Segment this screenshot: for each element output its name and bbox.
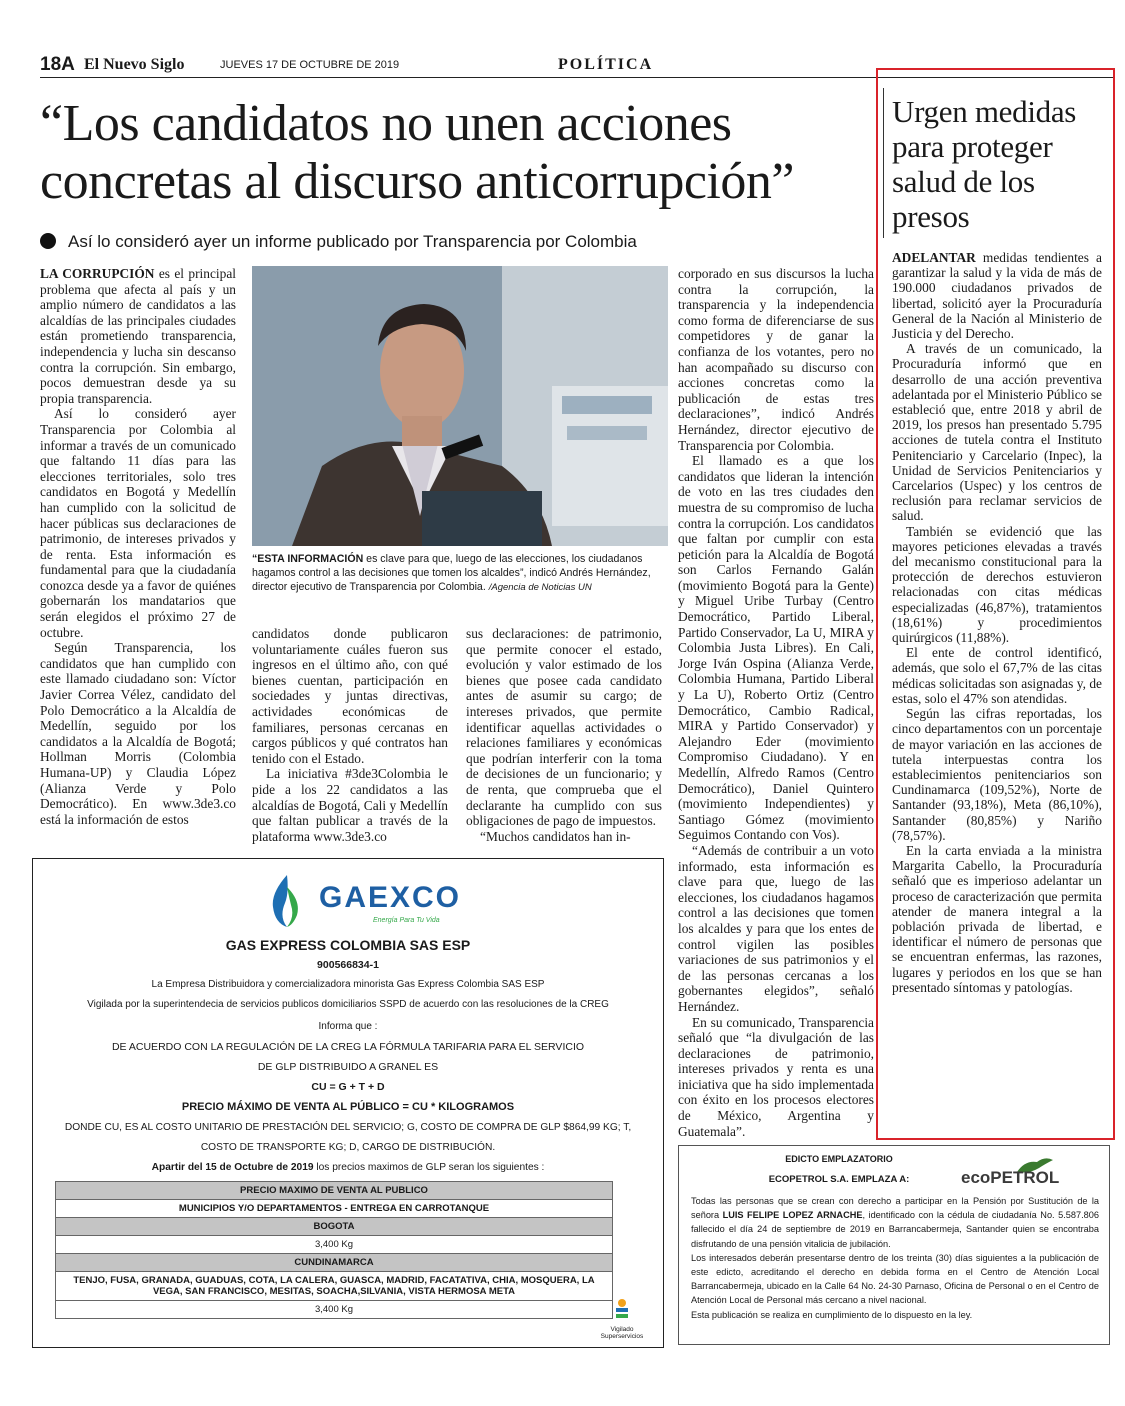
edict-notice (678, 1145, 1110, 1345)
article-paragraph: candidatos donde publicaron voluntariamente cuáles fueron sus ingresos en el último año, con qué bienes cuentan, participación en sociedades y juntas directivas, actividades económicas de familiares, personas cercanas en cargos públicos y qué contratos han tenido con el Estado. (252, 626, 448, 766)
gaexco-logo (33, 873, 663, 929)
ad-line: La Empresa Distribuidora y comercializadora minorista Gas Express Colombia SAS ESP (151, 979, 545, 990)
caption-text: es clave para que, luego de las elecciones, los ciudadanos hagamos control a las decisiones que tomen los alcaldes”, indicó Andrés Hernández, director ejecutivo de Transparencia por Colombia. (252, 553, 651, 593)
article-column-3 (466, 626, 662, 844)
edict-text: , identificado con la cédula de ciudadanía No. 5.587.806 fallecido el día 24 de septiembre de 2019 en Barrancabermeja, Santander quien se encontraba disfrutando de una pensión vitalicia de jubilación. (691, 1210, 1099, 1249)
main-headline: “Los candidatos no unen acciones concretas al discurso anticorrupción” (40, 95, 794, 210)
tariff-formula: CU = G + T + D (311, 1081, 385, 1093)
sidebar-headline: Urgen medidas para proteger salud de los presos (892, 94, 1077, 234)
edict-subtitle: ECOPETROL S.A. EMPLAZA A: (768, 1174, 910, 1185)
ad-line: DE GLP DISTRIBUIDO A GRANEL ES (257, 1061, 439, 1073)
article-paragraph: sus declaraciones: de patrimonio, que permite conocer el estado, evolución y valor estimado de los bienes que posee cada candidato antes de asumir su cargo; de intereses privados, que permite identificar aquellas actividades o relaciones familiares y económicas que podrían interferir con la toma de decisiones de un funcionario; y de renta, que comprueba que el declarante ha cumplido con sus obligaciones de pago de impuestos. (466, 626, 662, 829)
company-nit: 900566834-1 (317, 959, 379, 971)
bullet-icon (40, 233, 56, 249)
price-table (55, 1181, 613, 1319)
ad-line: Informa que : (318, 1021, 378, 1032)
max-price-formula: PRECIO MÁXIMO DE VENTA AL PÚBLICO = CU * KILOGRAMOS (181, 1101, 515, 1113)
paragraph-text: medidas tendientes a garantizar la salud y la vida de más de 190.000 ciudadanos privados de libertad, solicitó ayer la Procuraduría General de la Nación al Ministerio de Justicia y del Derecho. (892, 250, 1102, 342)
ecopetrol-logo (961, 1160, 1101, 1188)
lead-in: ADELANTAR (892, 250, 976, 265)
deceased-name: LUIS FELIPE LOPEZ ARNACHE (722, 1210, 863, 1221)
subheadline (40, 232, 860, 252)
sidebar-paragraph: A través de un comunicado, la Procuraduría informó que en desarrollo de una acción preventiva adelantada por el Ministerio Público se estableció que, entre 2018 y abril de 2019, los presos han presentado 5.795 acciones de tutela contra el Instituto Penitenciario y Carcelario (Inpec), la Unidad de Servicios Penitenciarios y Carcelarios (Uspec) y los centros de reclusión para reclamar servicios de salud. (892, 341, 1102, 524)
table-header: PRECIO MAXIMO DE VENTA AL PUBLICO (56, 1182, 613, 1200)
ad-line: COSTO DE TRANSPORTE KG; D, CARGO DE DISTRIBUCIÓN. (200, 1142, 496, 1153)
paragraph-text: es el principal problema que afecta al país y un amplio número de candidatos a las alcaldías de las principales ciudades están prometiendo transparencia, independencia y lucha sin descanso contra la corrupción. Sin embargo, pocos demuestran desde ya su propia transparencia. (40, 266, 236, 406)
ad-line: DONDE CU, ES AL COSTO UNITARIO DE PRESTACIÓN DEL SERVICIO; G, COSTO DE COMPRA DE GLP $864,99 KG; T, (64, 1122, 632, 1133)
table-row-value: 3,400 Kg (56, 1301, 613, 1319)
gaexco-wordmark: GAEXCO (319, 881, 462, 914)
superservicios-label: Vigilado Superservicios (600, 1326, 644, 1340)
sidebar-rule (883, 88, 884, 238)
edict-paragraph: Los interesados deberán presentarse dentro de los treinta (30) días siguientes a la publicación de este edicto, acreditando el derecho en debida forma en el Centro de Atención Local Barrancabermeja, ubicado en la Calle 64 No. 24-30 Parnaso, Oficina de Personal o en el Centro de Atención Local de Personal más cercano a nivel nacional. (691, 1252, 1099, 1306)
article-paragraph: corporado en sus discursos la lucha contra la corrupción, la transparencia y la independencia como forma de diferenciarse de sus competidores y de ganar la confianza de los votantes, pero no han acompañado su discurso con acciones concretas como la publicación de estas tres declaraciones”, indicó Andrés Hernández, director ejecutivo de Transparencia por Colombia. (678, 266, 874, 453)
ad-line: DE ACUERDO CON LA REGULACIÓN DE LA CREG LA FÓRMULA TARIFARIA PARA EL SERVICIO (111, 1041, 585, 1053)
sidebar-column (892, 250, 1102, 995)
sidebar-paragraph: En la carta enviada a la ministra Margarita Cabello, la Procuraduría señaló que es imperioso adelantar un proceso de caracterización que permita atender de manera integral a la población privada de libertad, e identificar el número de personas que se encuentran enfermas, las razones, lugares y periodos en los que se han presentado síntomas y patologías. (892, 842, 1102, 995)
table-row-label: CUNDINAMARCA (56, 1254, 613, 1272)
article-paragraph: “Muchos candidatos han in- (480, 828, 631, 844)
edict-paragraph (691, 1194, 1099, 1251)
issue-date: JUEVES 17 DE OCTUBRE DE 2019 (220, 59, 400, 71)
photo-caption (252, 552, 668, 595)
sidebar-paragraph: El ente de control identificó, además, que solo el 67,7% de las citas médicas solicitadas son asignadas y, de estas, solo el 47% son atendidas. (892, 645, 1102, 706)
table-row-value: 3,400 Kg (56, 1236, 613, 1254)
ad-line (33, 1162, 663, 1173)
article-column-1 (40, 266, 236, 827)
photo-credit: /Agencia de Noticias UN (488, 582, 592, 593)
sidebar-paragraph: También se evidenció que las mayores peticiones elevadas a través del mecanismo constitucional para la protección de derechos estuvieron relacionadas con citas médicas especializadas (46,87%), tratamientos (18,61%) y procedimientos quirúrgicos (11,88%). (892, 523, 1102, 646)
effective-date: Apartir del 15 de Octubre de 2019 (151, 1162, 314, 1173)
edict-paragraph: Esta publicación se realiza en cumplimiento de lo dispuesto en la ley. (691, 1309, 973, 1320)
gas-flame-icon (257, 873, 317, 929)
article-paragraph (40, 266, 236, 406)
table-subheader: MUNICIPIOS Y/O DEPARTAMENTOS - ENTREGA EN CARROTANQUE (56, 1200, 613, 1218)
article-paragraph: Así lo consideró ayer Transparencia por Colombia al informar a través de un comunicado que faltando 11 días para las elecciones territoriales, solo tres candidatos en Bogotá y Medellín han cumplido con la solicitud de hacer públicas sus declaraciones de patrimonio, de intereses privados y de renta. Esta información es fundamental para que la ciudadanía conozca desde ya a favor de quiénes gobernarán los mandatarios que serán elegidos el próximo 27 de octubre. (40, 406, 236, 640)
table-row-towns: TENJO, FUSA, GRANADA, GUADUAS, COTA, LA CALERA, GUASCA, MADRID, FACATATIVA, CHIA, MOSQUERA, LA VEGA, SAN FRANCISCO, MESITAS, SOACHA,SILVANIA, VISTA HERMOSA META (56, 1272, 613, 1301)
gaexco-advertisement (32, 858, 664, 1348)
superservicios-icon (610, 1297, 634, 1321)
table-row-label: BOGOTA (56, 1218, 613, 1236)
ad-line-text: los precios maximos de GLP seran los siguientes : (313, 1162, 545, 1173)
edict-title: EDICTO EMPLAZATORIO (785, 1154, 893, 1164)
subheadline-text: Así lo consideró ayer un informe publicado por Transparencia por Colombia (68, 232, 637, 251)
edict-text: Todas las personas que se crean con derecho a participar en la Pensión por Sustitución de la señora (691, 1196, 1099, 1221)
ecopetrol-wordmark: ecoPETROL (961, 1168, 1060, 1187)
sidebar-paragraph (892, 250, 1102, 341)
article-paragraph: “Además de contribuir a un voto informado, esta información es clave para que, luego de las elecciones, los ciudadanos hagamos control a las decisiones que tomen los alcaldes y para que los entes de control vigilen las posibles variaciones de sus patrimonios y el de las personas cercanas a los gobernantes elegidos”, señaló Hernández. (678, 842, 874, 1014)
newspaper-name: El Nuevo Siglo (84, 56, 185, 73)
lead-in: LA CORRUPCIÓN (40, 266, 155, 281)
speaker-photo-illustration (252, 266, 668, 546)
company-name: GAS EXPRESS COLOMBIA SAS ESP (225, 937, 471, 953)
caption-lead: “ESTA INFORMACIÓN (252, 553, 364, 565)
article-column-2 (252, 626, 448, 844)
article-paragraph: La iniciativa #3de3Colombia le pide a los 22 candidatos a las alcaldías de Bogotá, Cali y Medellín que faltan publicar a través de la plataforma www.3de3.co (252, 766, 448, 844)
article-paragraph: Según Transparencia, los candidatos que han cumplido con este llamado ciudadano son: Víctor Javier Correa Vélez, candidato del Polo Democrático a la Alcaldía de Medellín, seguido por los candidatos a la Alcaldía de Bogotá; Hollman Morris (Colombia Humana-UP) y Claudia López (Alianza Verde y Polo Democrático). En www.3de3.co está la información de estos (40, 640, 236, 827)
article-column-4 (678, 266, 874, 1139)
section-name: POLÍTICA (558, 56, 654, 73)
ad-line: Vigilada por la superintendecia de servicios publicos domiciliarios SSPD de acuerdo con las resoluciones de la CREG (87, 999, 609, 1010)
edict-body (691, 1194, 1099, 1322)
superservicios-seal (589, 1297, 655, 1340)
article-paragraph: El llamado es a que los candidatos que lideran la intención de voto en las tres ciudades den muestra de su compromiso de lucha contra la corrupción. Los candidatos que faltan por cumplir con esta petición para la Alcaldía de Bogotá son Carlos Fernando Galán (movimiento Bogotá para la Gente) y Miguel Uribe Turbay (Centro Democrático, Partido Liberal, Partido Conservador, La U, MIRA y Colombia Justa Libres). En Cali, Jorge Iván Ospina (Alianza Verde, Colombia Humana, Partido Liberal y La U), Roberto Ortiz (Centro Democrático, Cambio Radical, MIRA y Partido Conservador) y Alejandro Eder (movimiento Compromiso Ciudadano). Y en Medellín, Alfredo Ramos (Centro Democrático), Daniel Quintero (movimiento Independientes) y Santiago Gómez (movimiento Seguimos Contando con Vos). (678, 453, 874, 843)
article-photo (252, 266, 668, 546)
gaexco-tagline: Energía Para Tu Vida (373, 917, 440, 924)
article-paragraph: En su comunicado, Transparencia señaló que “la divulgación de las declaraciones de patrimonio, intereses privados y renta es una iniciativa que ha sido implementada con éxito en los procesos electores de México, Argentina y Guatemala”. (678, 1014, 874, 1139)
page-number: 18A (40, 54, 75, 75)
sidebar-paragraph: Según las cifras reportadas, los cinco departamentos con un porcentaje de mayor variación en las acciones de tutela interpuestas contra los establecimientos penitenciarios son Cundinamarca (109,52%), Norte de Santander (93,18%), Meta (86,10%), Santander (80,85%) y Nariño (78,57%). (892, 706, 1102, 843)
